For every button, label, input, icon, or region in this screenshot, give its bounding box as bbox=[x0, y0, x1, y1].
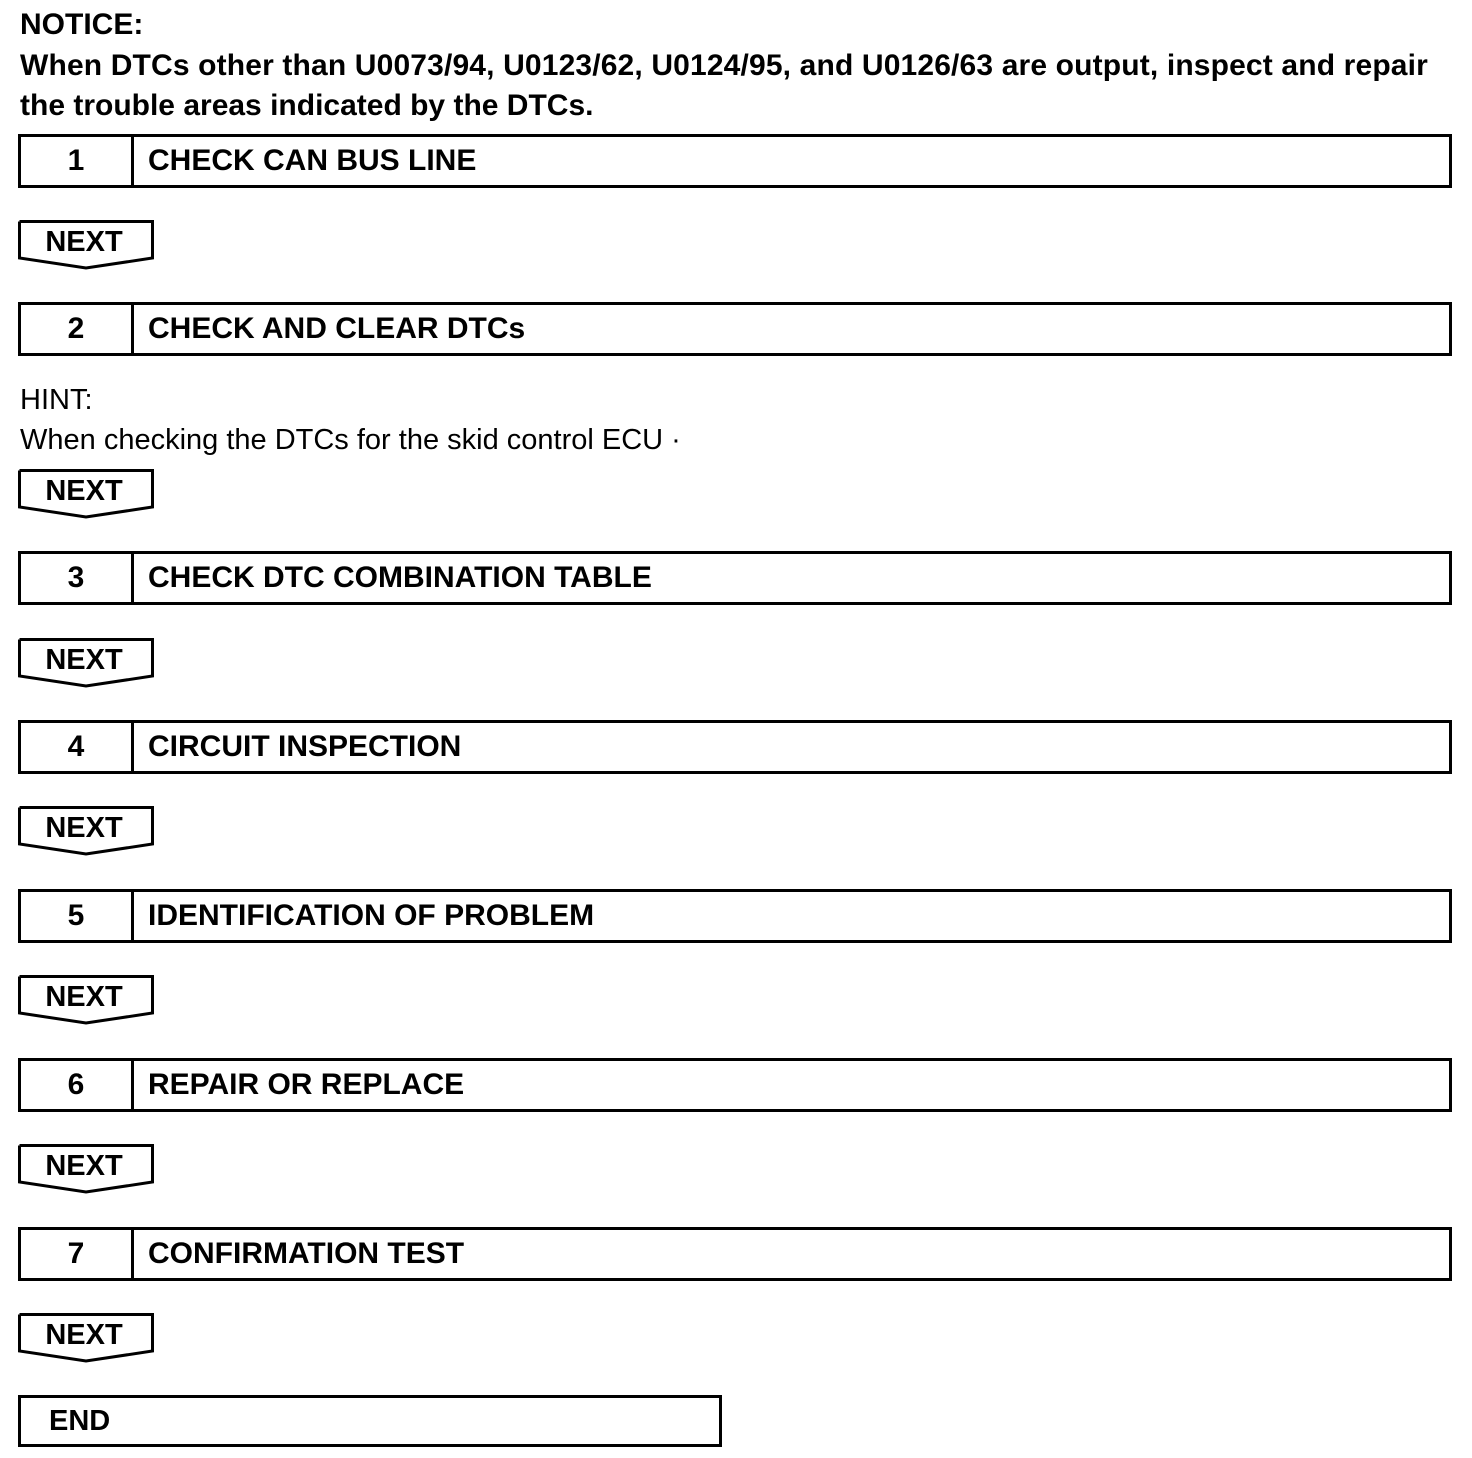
step-number: 1 bbox=[21, 137, 134, 185]
step-title: IDENTIFICATION OF PROBLEM bbox=[148, 899, 595, 932]
step-title: CHECK DTC COMBINATION TABLE bbox=[148, 561, 652, 594]
next-label: NEXT bbox=[45, 812, 123, 844]
next-button[interactable] bbox=[18, 220, 156, 272]
step-3-box bbox=[18, 551, 1452, 605]
next-label: NEXT bbox=[45, 644, 123, 676]
end-label: END bbox=[49, 1405, 111, 1437]
step-title: CONFIRMATION TEST bbox=[148, 1237, 465, 1270]
notice-line: When DTCs other than U0073/94, U0123/62, U0124/95, and U0126/63 are output, inspect and repair bbox=[20, 49, 1428, 82]
step-title: CIRCUIT INSPECTION bbox=[148, 730, 462, 763]
step-number: 3 bbox=[21, 554, 134, 602]
step-number: 5 bbox=[21, 892, 134, 940]
step-number: 2 bbox=[21, 305, 134, 353]
notice-heading: NOTICE: bbox=[20, 8, 144, 41]
step-number: 4 bbox=[21, 723, 134, 771]
notice-line: the trouble areas indicated by the DTCs. bbox=[20, 89, 594, 122]
step-5-box bbox=[18, 889, 1452, 943]
next-button[interactable] bbox=[18, 806, 156, 858]
next-label: NEXT bbox=[45, 1150, 123, 1182]
step-6-box bbox=[18, 1058, 1452, 1112]
step-number: 6 bbox=[21, 1061, 134, 1109]
hint-text: When checking the DTCs for the skid control ECU · bbox=[20, 424, 681, 456]
next-button[interactable] bbox=[18, 975, 156, 1027]
step-1-box bbox=[18, 134, 1452, 188]
next-label: NEXT bbox=[45, 475, 123, 507]
step-title: CHECK AND CLEAR DTCs bbox=[148, 312, 526, 345]
notice-body bbox=[20, 46, 1456, 126]
end-box bbox=[18, 1395, 722, 1447]
next-button[interactable] bbox=[18, 638, 156, 690]
step-number: 7 bbox=[21, 1230, 134, 1278]
next-label: NEXT bbox=[45, 1319, 123, 1351]
next-button[interactable] bbox=[18, 1313, 156, 1365]
hint-heading: HINT: bbox=[20, 384, 93, 416]
step-title: REPAIR OR REPLACE bbox=[148, 1068, 465, 1101]
step-title: CHECK CAN BUS LINE bbox=[148, 144, 477, 177]
next-label: NEXT bbox=[45, 981, 123, 1013]
step-4-box bbox=[18, 720, 1452, 774]
next-button[interactable] bbox=[18, 469, 156, 521]
step-7-box bbox=[18, 1227, 1452, 1281]
step-2-box bbox=[18, 302, 1452, 356]
next-label: NEXT bbox=[45, 226, 123, 258]
next-button[interactable] bbox=[18, 1144, 156, 1196]
